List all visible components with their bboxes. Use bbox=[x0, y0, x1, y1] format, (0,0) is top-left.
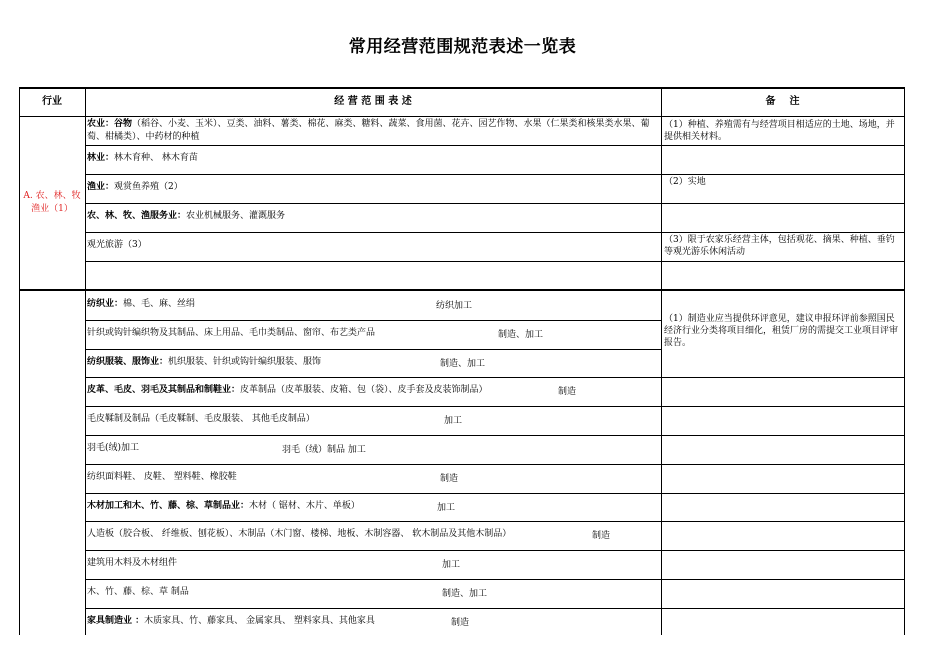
remark-cell: （2）实地 bbox=[664, 177, 706, 187]
category-label: 纺织业： bbox=[87, 299, 124, 309]
row-divider bbox=[85, 261, 904, 262]
row-divider bbox=[85, 145, 904, 146]
row-divider bbox=[85, 320, 661, 321]
industry-label-a: A. 农、林、牧渔业（1） bbox=[23, 191, 81, 214]
process-type: 制造 bbox=[451, 618, 470, 628]
category-label: 农业：谷物 bbox=[87, 119, 133, 129]
process-type: 制造、加工 bbox=[498, 330, 544, 340]
description-cell bbox=[87, 500, 360, 513]
process-type: 制造 bbox=[558, 387, 577, 397]
process-type: 加工 bbox=[437, 503, 456, 513]
description-text: 观赏鱼养殖（2） bbox=[114, 182, 183, 192]
process-type: 羽毛（绒）制品 加工 bbox=[282, 445, 366, 455]
row-divider bbox=[85, 203, 904, 204]
description-text: 毛皮鞣制及制品（毛皮鞣制、毛皮服装、 其他毛皮制品） bbox=[87, 414, 315, 424]
row-divider bbox=[85, 232, 904, 233]
description-text: 棉、毛、麻、丝绢 bbox=[123, 299, 196, 309]
process-type: 制造 bbox=[440, 474, 459, 484]
description-cell bbox=[87, 152, 198, 165]
row-divider bbox=[85, 464, 904, 465]
description-cell bbox=[87, 557, 177, 570]
row-divider bbox=[85, 435, 904, 436]
category-label: 皮革、毛皮、羽毛及其制品和制鞋业： bbox=[87, 385, 241, 395]
table-border-left bbox=[19, 87, 20, 635]
description-cell bbox=[87, 327, 375, 340]
header-description: 经 营 范 围 表 述 bbox=[334, 96, 412, 107]
description-cell bbox=[87, 586, 189, 599]
category-label: 家具制造业 ： bbox=[87, 616, 145, 626]
process-type: 纺织加工 bbox=[436, 301, 473, 311]
row-divider bbox=[85, 174, 904, 175]
description-text: 木、竹、藤、棕、草 制品 bbox=[87, 587, 189, 597]
description-text: 机织服装、针织或钩针编织服装、服饰 bbox=[168, 357, 322, 367]
category-label: 林业： bbox=[87, 153, 115, 163]
scope-table bbox=[19, 87, 905, 635]
description-text: 林木育种、 林木育苗 bbox=[114, 153, 198, 163]
category-label: 木材加工和木、竹、藤、棕、草制品业： bbox=[87, 501, 250, 511]
description-cell bbox=[87, 356, 321, 369]
row-divider bbox=[85, 579, 904, 580]
description-text: 农业机械服务、灌溉服务 bbox=[186, 211, 286, 221]
description-cell bbox=[87, 413, 315, 426]
column-divider bbox=[661, 87, 662, 635]
description-cell bbox=[87, 181, 183, 194]
process-type: 制造 bbox=[592, 531, 611, 541]
description-text: （稻谷、小麦、玉米）、豆类、油料、薯类、棉花、麻类、糖料、蔬菜、食用菌、花卉、园艺作物、水果（仁果类和核果类水果、葡萄、柑橘类）、中药材的种植 bbox=[87, 119, 650, 142]
row-divider bbox=[85, 608, 904, 609]
section-divider bbox=[19, 289, 905, 291]
row-divider bbox=[85, 521, 904, 522]
row-divider bbox=[85, 493, 904, 494]
process-type: 加工 bbox=[442, 560, 461, 570]
description-cell bbox=[87, 239, 147, 252]
description-cell bbox=[87, 615, 375, 628]
description-text: 羽毛(绒)加工 bbox=[87, 443, 140, 453]
description-cell bbox=[87, 298, 195, 311]
row-divider bbox=[85, 406, 904, 407]
description-text: 木质家具、竹、藤家具、 金属家具、 塑料家具、其他家具 bbox=[144, 616, 375, 626]
process-type: 制造、加工 bbox=[442, 589, 488, 599]
description-cell bbox=[87, 384, 488, 397]
category-label: 纺织服装、服饰业： bbox=[87, 357, 169, 367]
description-text: 纺织面料鞋、 皮鞋、 塑料鞋、橡胶鞋 bbox=[87, 472, 237, 482]
remark-manufacturing: （1）制造业应当提供环评意见，建议申报环评前参照国民经济行业分类将项目细化，租赁厂房的需提交工业项目评审报告。 bbox=[664, 314, 899, 348]
description-text: 人造板（胶合板、 纤维板、刨花板）、木制品（木门窗、楼梯、地板、木制容器、 软木制品及其他木制品） bbox=[87, 529, 512, 539]
page-title: 常用经营范围规范表述一览表 bbox=[348, 37, 577, 57]
remark-cell: （3）限于农家乐经营主体，包括观花、摘果、种植、垂钓等观光游乐休闲活动 bbox=[664, 235, 895, 257]
header-divider bbox=[19, 116, 905, 117]
process-type: 加工 bbox=[444, 416, 463, 426]
process-type: 制造、加工 bbox=[440, 359, 486, 369]
description-text: 皮革制品（皮革服装、皮箱、包（袋）、皮手套及皮装饰制品） bbox=[240, 385, 488, 395]
column-divider bbox=[85, 87, 86, 635]
row-divider bbox=[85, 377, 904, 378]
description-cell bbox=[87, 528, 511, 541]
row-divider bbox=[85, 550, 904, 551]
category-label: 农、林、牧、渔服务业： bbox=[87, 211, 187, 221]
category-label: 渔业： bbox=[87, 182, 115, 192]
table-border-right bbox=[904, 87, 905, 635]
header-remark: 备 注 bbox=[765, 96, 800, 107]
description-cell bbox=[87, 471, 237, 484]
description-cell bbox=[87, 442, 139, 455]
description-text: 观光旅游（3） bbox=[87, 240, 147, 250]
description-text: 针织或钩针编织物及其制品、床上用品、毛巾类制品、窗帘、布艺类产品 bbox=[87, 328, 376, 338]
description-cell bbox=[87, 118, 657, 144]
description-cell bbox=[87, 210, 285, 223]
description-text: 木材（ 锯材、木片、单板） bbox=[249, 501, 360, 511]
row-divider bbox=[85, 349, 661, 350]
header-industry: 行业 bbox=[42, 96, 62, 107]
remark-cell: （1）种植、养殖需有与经营项目相适应的土地、场地，并提供相关材料。 bbox=[664, 120, 895, 142]
description-text: 建筑用木料及木材组件 bbox=[87, 558, 178, 568]
